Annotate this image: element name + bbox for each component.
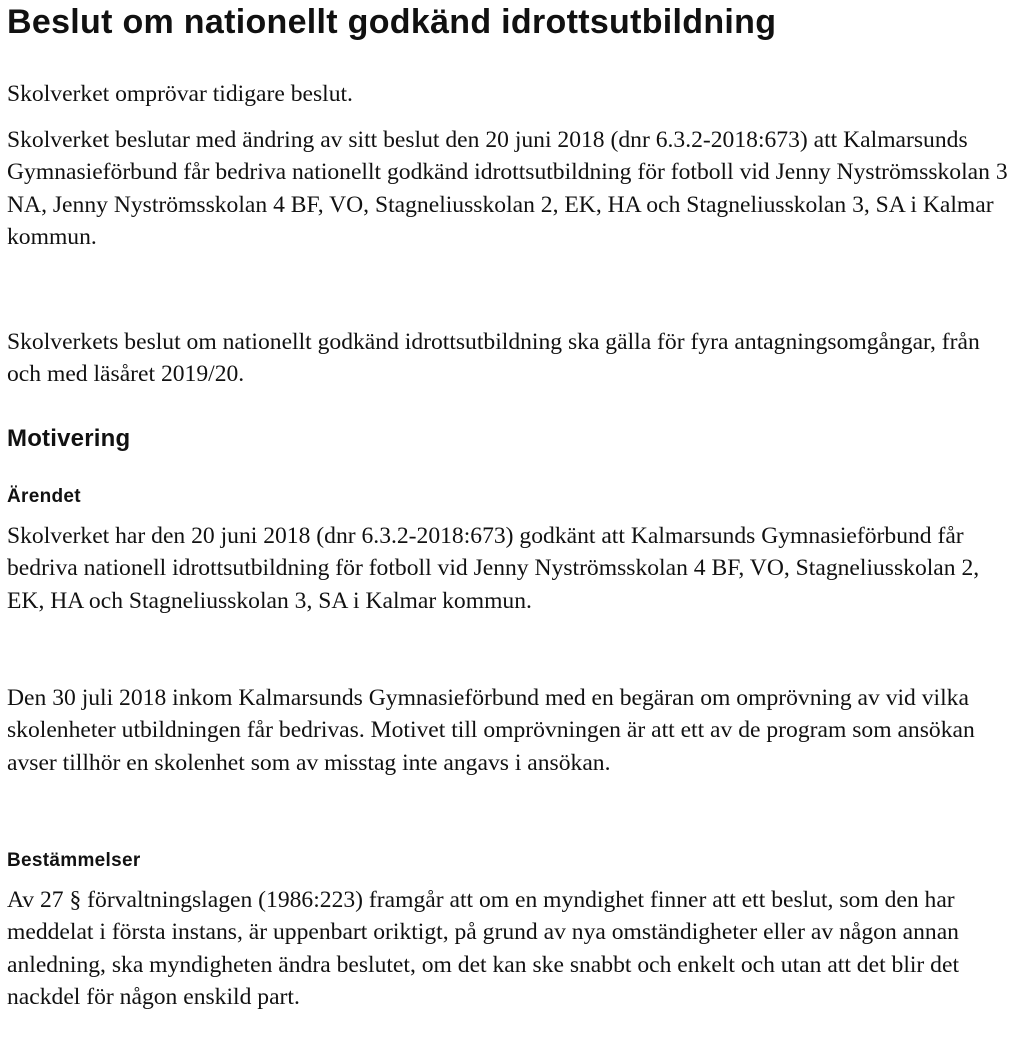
arendet-paragraph-1: Skolverket har den 20 juni 2018 (dnr 6.3.2-2018:673) godkänt att Kalmarsunds Gymnasieförbund får bedriva nationell idrottsutbildning för fotboll vid Jenny Nyströmsskolan 4 BF, VO, Stagneliusskolan 2, EK, HA och Stagneliusskolan 3, SA i Kalmar kommun. bbox=[7, 523, 980, 614]
validity-paragraph: Skolverkets beslut om nationellt godkänd idrottsutbildning ska gälla för fyra antagningsomgångar, från och med läsåret 2019/20. bbox=[7, 329, 980, 388]
document-page bbox=[7, 0, 1019, 1011]
intro-paragraph: Skolverket omprövar tidigare beslut. bbox=[7, 81, 353, 107]
bestammelser-heading: Bestämmelser bbox=[7, 850, 141, 871]
decision-paragraph: Skolverket beslutar med ändring av sitt beslut den 20 juni 2018 (dnr 6.3.2-2018:673) att Kalmarsunds Gymnasieförbund får bedriva nationellt godkänd idrottsutbildning för fotboll vid Jenny Nyströmsskolan 3 NA, Jenny Nyströmsskolan 4 BF, VO, Stagneliusskolan 2, EK, HA och Stagneliusskolan 3, SA i Kalmar kommun. bbox=[7, 127, 1008, 251]
arendet-heading: Ärendet bbox=[7, 486, 81, 507]
document-title: Beslut om nationellt godkänd idrottsutbildning bbox=[7, 3, 777, 41]
motivering-heading: Motivering bbox=[7, 425, 131, 452]
arendet-paragraph-2: Den 30 juli 2018 inkom Kalmarsunds Gymnasieförbund med en begäran om omprövning av vid vilka skolenheter utbildningen får bedrivas. Motivet till omprövningen är att ett av de program som ansökan avser tillhör en skolenhet som av misstag inte angavs i ansökan. bbox=[7, 685, 975, 776]
bestammelser-paragraph: Av 27 § förvaltningslagen (1986:223) framgår att om en myndighet finner att ett beslut, som den har meddelat i första instans, är uppenbart oriktigt, på grund av nya omständigheter eller av någon annan anledning, ska myndigheten ändra beslutet, om det kan ske snabbt och enkelt och utan att det blir det nackdel för någon enskild part. bbox=[7, 887, 960, 1011]
